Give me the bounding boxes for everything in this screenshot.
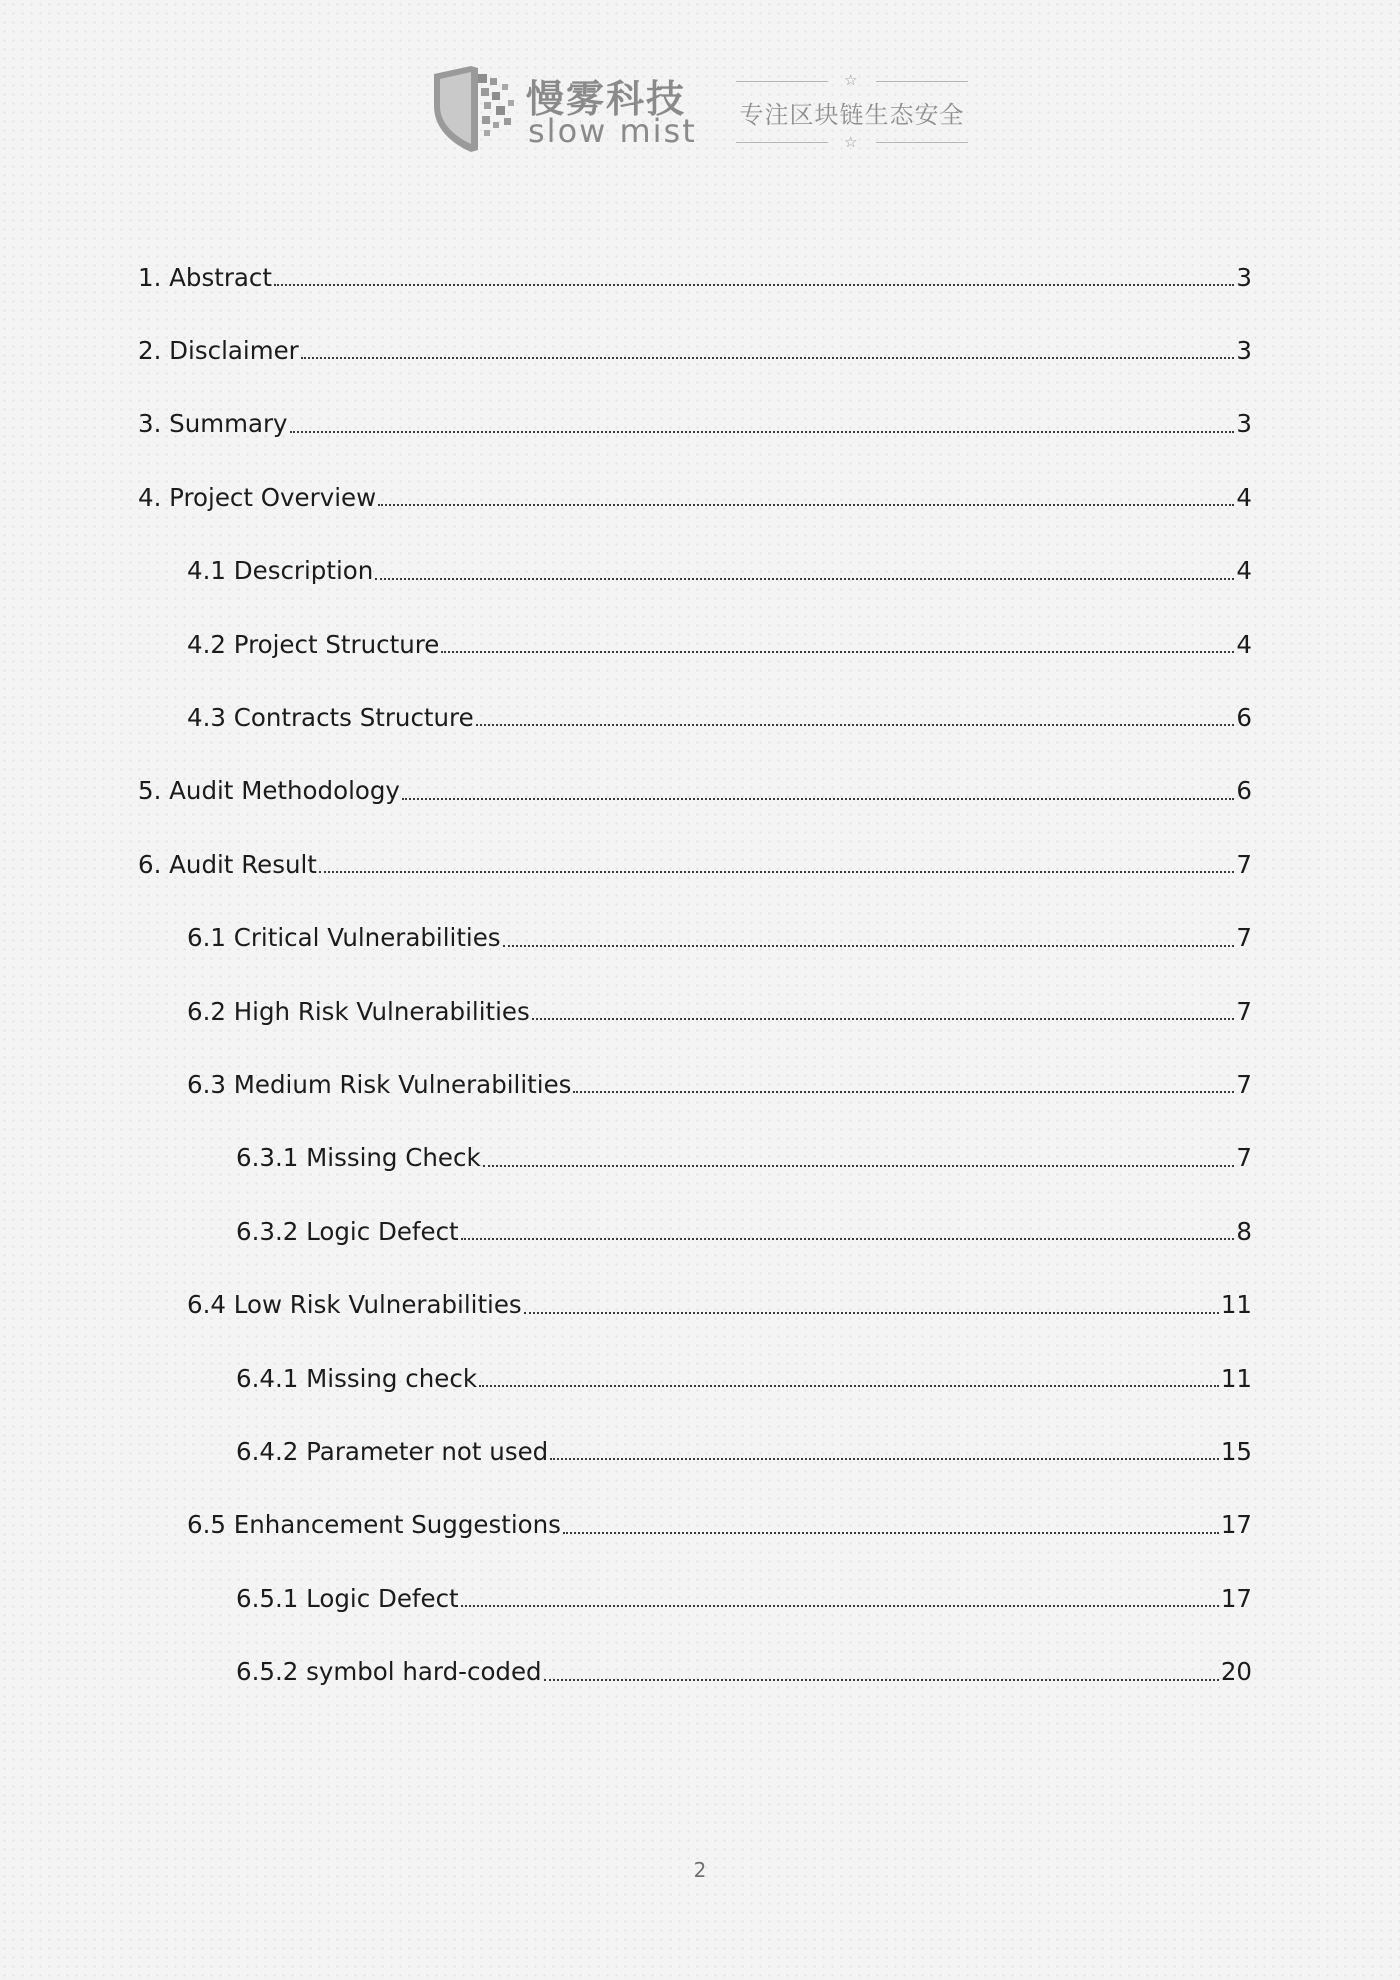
shield-pixel-icon bbox=[426, 64, 516, 154]
toc-entry-title: 6.1 Critical Vulnerabilities bbox=[187, 923, 501, 953]
slogan-divider bbox=[876, 142, 968, 143]
toc-entry[interactable] bbox=[138, 250, 1252, 290]
slogan-divider bbox=[876, 81, 968, 82]
toc-entry-page: 6 bbox=[1236, 776, 1252, 806]
toc-entry-page: 7 bbox=[1236, 1069, 1252, 1099]
logo-chinese-name: 慢雾科技 bbox=[526, 77, 687, 121]
toc-entry-page: 7 bbox=[1236, 1143, 1252, 1173]
toc-entry-page: 8 bbox=[1236, 1216, 1252, 1246]
toc-leader-dots bbox=[532, 1018, 1235, 1020]
toc-entry-page: 7 bbox=[1236, 849, 1252, 879]
toc-entry-page: 17 bbox=[1220, 1583, 1252, 1613]
toc-entry[interactable] bbox=[187, 617, 1252, 657]
toc-leader-dots bbox=[479, 1385, 1219, 1387]
toc-entry[interactable] bbox=[187, 984, 1252, 1024]
slogan-divider bbox=[736, 81, 828, 82]
toc-entry-page: 6 bbox=[1236, 702, 1252, 732]
toc-entry[interactable] bbox=[138, 397, 1252, 437]
toc-leader-dots bbox=[375, 578, 1234, 580]
toc-leader-dots bbox=[573, 1091, 1234, 1093]
toc-entry[interactable] bbox=[138, 764, 1252, 804]
toc-entry-title: 5. Audit Methodology bbox=[138, 776, 400, 806]
toc-entry[interactable] bbox=[187, 1278, 1252, 1318]
toc-leader-dots bbox=[503, 945, 1235, 947]
star-outline-icon: ☆ bbox=[844, 71, 858, 89]
toc-entry-title: 4.2 Project Structure bbox=[187, 629, 440, 659]
toc-entry[interactable] bbox=[187, 690, 1252, 730]
toc-entry-page: 3 bbox=[1236, 409, 1252, 439]
toc-entry-title: 3. Summary bbox=[138, 409, 288, 439]
toc-entry[interactable] bbox=[187, 544, 1252, 584]
toc-leader-dots bbox=[274, 284, 1234, 286]
star-outline-icon: ☆ bbox=[844, 133, 858, 151]
toc-entry-page: 15 bbox=[1220, 1436, 1252, 1466]
page-header bbox=[0, 62, 1400, 162]
toc-entry-page: 7 bbox=[1236, 923, 1252, 953]
toc-entry[interactable] bbox=[236, 1645, 1252, 1685]
toc-entry-title: 6. Audit Result bbox=[138, 849, 317, 879]
toc-entry-page: 4 bbox=[1236, 482, 1252, 512]
toc-leader-dots bbox=[550, 1458, 1219, 1460]
toc-entry[interactable] bbox=[187, 1498, 1252, 1538]
toc-leader-dots bbox=[378, 504, 1234, 506]
toc-leader-dots bbox=[563, 1532, 1219, 1534]
toc-entry-title: 4. Project Overview bbox=[138, 482, 377, 512]
toc-entry[interactable] bbox=[236, 1131, 1252, 1171]
toc-leader-dots bbox=[319, 871, 1235, 873]
toc-leader-dots bbox=[461, 1238, 1235, 1240]
toc-entry-page: 4 bbox=[1236, 629, 1252, 659]
toc-entry[interactable] bbox=[138, 470, 1252, 510]
toc-entry-page: 11 bbox=[1220, 1290, 1252, 1320]
toc-entry-title: 6.5.2 symbol hard-coded bbox=[236, 1657, 542, 1687]
toc-entry-title: 4.3 Contracts Structure bbox=[187, 702, 474, 732]
toc-entry-title: 6.3 Medium Risk Vulnerabilities bbox=[187, 1069, 572, 1099]
slogan-divider bbox=[736, 142, 828, 143]
toc-entry[interactable] bbox=[187, 1057, 1252, 1097]
toc-leader-dots bbox=[476, 724, 1235, 726]
toc-entry-page: 3 bbox=[1236, 335, 1252, 365]
toc-entry[interactable] bbox=[236, 1571, 1252, 1611]
toc-entry-page: 3 bbox=[1236, 262, 1252, 292]
toc-entry-title: 6.4 Low Risk Vulnerabilities bbox=[187, 1290, 522, 1320]
toc-leader-dots bbox=[524, 1312, 1219, 1314]
toc-entry[interactable] bbox=[236, 1351, 1252, 1391]
toc-entry-title: 6.2 High Risk Vulnerabilities bbox=[187, 996, 530, 1026]
toc-entry-page: 20 bbox=[1220, 1657, 1252, 1687]
toc-entry-page: 17 bbox=[1220, 1510, 1252, 1540]
toc-leader-dots bbox=[290, 431, 1235, 433]
toc-entry-title: 6.5.1 Logic Defect bbox=[236, 1583, 459, 1613]
toc-entry[interactable] bbox=[138, 837, 1252, 877]
page-number: 2 bbox=[693, 1858, 707, 1882]
toc-entry[interactable] bbox=[236, 1204, 1252, 1244]
toc-entry-title: 6.5 Enhancement Suggestions bbox=[187, 1510, 561, 1540]
toc-entry-title: 4.1 Description bbox=[187, 556, 374, 586]
toc-entry-page: 4 bbox=[1236, 556, 1252, 586]
toc-leader-dots bbox=[461, 1605, 1219, 1607]
toc-leader-dots bbox=[483, 1165, 1235, 1167]
toc-entry-title: 6.3.2 Logic Defect bbox=[236, 1216, 459, 1246]
slogan-text: 专注区块链生态安全 bbox=[739, 101, 965, 129]
toc-entry-title: 6.4.1 Missing check bbox=[236, 1363, 478, 1393]
toc-leader-dots bbox=[402, 798, 1234, 800]
toc-entry-page: 11 bbox=[1220, 1363, 1252, 1393]
toc-leader-dots bbox=[441, 651, 1234, 653]
toc-entry-page: 7 bbox=[1236, 996, 1252, 1026]
logo-english-name: slow mist bbox=[528, 112, 697, 150]
slogan bbox=[736, 72, 968, 154]
toc-entry-title: 1. Abstract bbox=[138, 262, 273, 292]
toc-entry-title: 2. Disclaimer bbox=[138, 335, 299, 365]
toc-entry[interactable] bbox=[236, 1424, 1252, 1464]
toc-leader-dots bbox=[544, 1679, 1219, 1681]
toc-leader-dots bbox=[301, 357, 1235, 359]
toc-entry[interactable] bbox=[138, 323, 1252, 363]
toc-entry[interactable] bbox=[187, 911, 1252, 951]
toc-entry-title: 6.3.1 Missing Check bbox=[236, 1143, 481, 1173]
toc-entry-title: 6.4.2 Parameter not used bbox=[236, 1436, 549, 1466]
